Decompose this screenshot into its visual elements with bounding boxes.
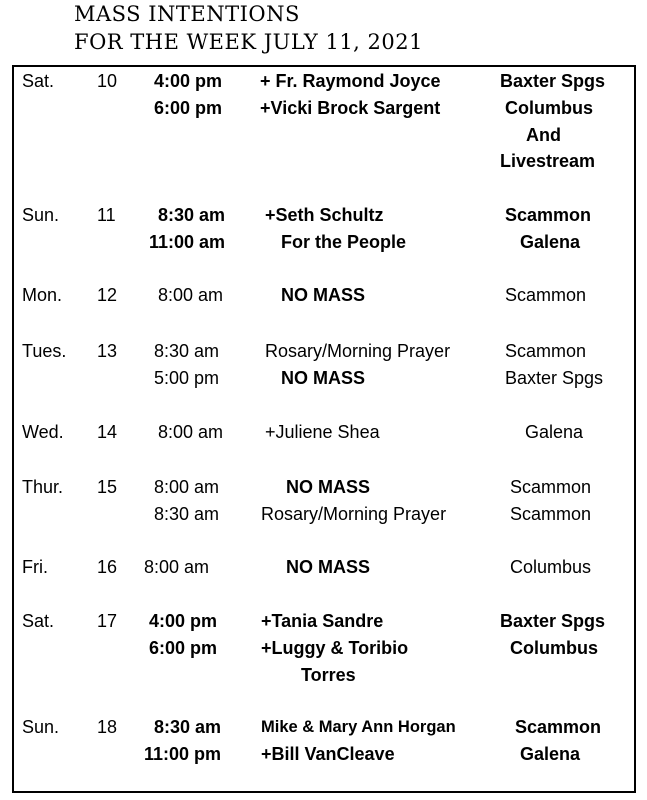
intention: +Seth Schultz	[265, 205, 384, 225]
intention: +Juliene Shea	[265, 422, 380, 442]
location: Galena	[520, 232, 581, 252]
day-label: Tues.	[22, 341, 67, 361]
location: Columbus	[510, 557, 592, 577]
date-label: 13	[97, 341, 118, 361]
intention: For the People	[281, 232, 407, 252]
day-label: Sun.	[22, 717, 60, 737]
location: Scammon	[510, 477, 592, 497]
location: Columbus	[510, 638, 598, 658]
mass-time: 8:30 am	[154, 504, 220, 524]
page-title: MASS INTENTIONS	[74, 2, 300, 26]
mass-time: 6:00 pm	[154, 98, 223, 118]
location: Scammon	[505, 285, 587, 305]
location: Galena	[520, 744, 581, 764]
mass-time: 8:30 am	[154, 717, 222, 737]
date-label: 11	[97, 205, 116, 225]
day-label: Sun.	[22, 205, 60, 225]
location: Livestream	[500, 151, 596, 171]
location: And	[526, 125, 561, 145]
intention: NO MASS	[286, 557, 371, 577]
date-label: 16	[97, 557, 118, 577]
location: Baxter Spgs	[500, 71, 606, 91]
intention: + Fr. Raymond Joyce	[260, 71, 441, 91]
mass-time: 8:00 am	[154, 477, 220, 497]
date-label: 18	[97, 717, 118, 737]
intention: Torres	[301, 665, 356, 685]
mass-time: 8:30 am	[154, 341, 220, 361]
mass-time: 8:00 am	[144, 557, 210, 577]
intention: +Bill VanCleave	[261, 744, 395, 764]
location: Baxter Spgs	[505, 368, 604, 388]
mass-time: 4:00 pm	[149, 611, 218, 631]
location: Columbus	[505, 98, 593, 118]
intention: NO MASS	[281, 285, 366, 305]
mass-time: 8:00 am	[158, 285, 224, 305]
mass-time: 8:00 am	[158, 422, 224, 442]
intention: Rosary/Morning Prayer	[265, 341, 451, 361]
intention: +Tania Sandre	[261, 611, 384, 631]
date-label: 10	[97, 71, 118, 91]
day-label: Thur.	[22, 477, 64, 497]
mass-time: 6:00 pm	[149, 638, 218, 658]
intention: +Vicki Brock Sargent	[260, 98, 441, 118]
day-label: Sat.	[22, 611, 55, 631]
date-label: 17	[97, 611, 118, 631]
day-label: Mon.	[22, 285, 63, 305]
date-label: 12	[97, 285, 118, 305]
page-subtitle: FOR THE WEEK JULY 11, 2021	[74, 30, 423, 54]
mass-time: 11:00 am	[149, 232, 226, 252]
day-label: Sat.	[22, 71, 55, 91]
date-label: 15	[97, 477, 118, 497]
location: Scammon	[510, 504, 592, 524]
location: Scammon	[505, 205, 592, 225]
intention: NO MASS	[281, 368, 366, 388]
day-label: Fri.	[22, 557, 48, 577]
location: Baxter Spgs	[500, 611, 606, 631]
mass-time: 5:00 pm	[154, 368, 220, 388]
day-label: Wed.	[22, 422, 64, 442]
location: Scammon	[515, 717, 602, 737]
location: Scammon	[505, 341, 587, 361]
mass-time: 4:00 pm	[154, 71, 223, 91]
date-label: 14	[97, 422, 118, 442]
location: Galena	[525, 422, 584, 442]
mass-time: 11:00 pm	[144, 744, 222, 764]
intention: +Luggy & Toribio	[261, 638, 409, 658]
intention: Mike & Mary Ann Horgan	[261, 718, 456, 736]
mass-time: 8:30 am	[158, 205, 226, 225]
intention: Rosary/Morning Prayer	[261, 504, 447, 524]
intention: NO MASS	[286, 477, 371, 497]
